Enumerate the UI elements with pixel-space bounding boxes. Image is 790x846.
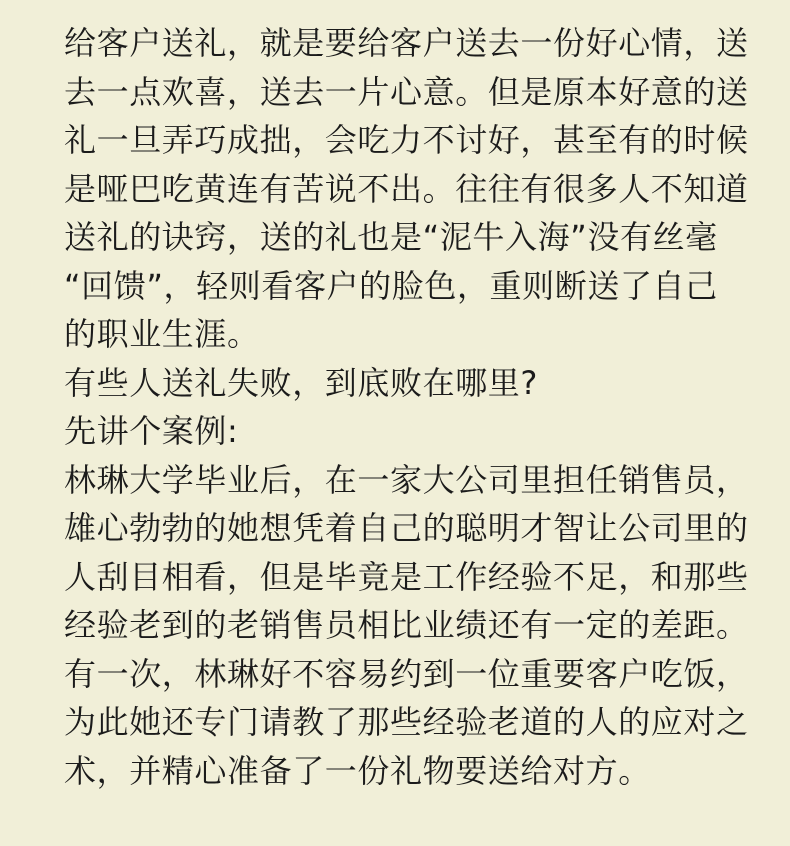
- text-line: 有些人送礼失败，到底败在哪里?: [64, 363, 538, 402]
- text-line: 人刮目相看，但是毕竟是工作经验不足，和那些: [64, 557, 749, 596]
- text-line: “回馈”，轻则看客户的脸色，重则断送了自己: [64, 266, 718, 305]
- text-line: 去一点欢喜，送去一片心意。但是原本好意的送: [64, 72, 749, 111]
- text-line: 术，并精心准备了一份礼物要送给对方。: [64, 751, 651, 790]
- text-line: 为此她还专门请教了那些经验老道的人的应对之: [64, 703, 749, 741]
- text-line: 林琳大学毕业后，在一家大公司里担任销售员，: [64, 460, 749, 499]
- text-line: 先讲个案例:: [64, 412, 239, 450]
- text-line: 送礼的诀窍，送的礼也是“泥牛入海”没有丝毫: [64, 218, 718, 256]
- text-line: 经验老到的老销售员相比业绩还有一定的差距。: [64, 606, 749, 644]
- text-line: 有一次，林琳好不容易约到一位重要客户吃饭，: [64, 654, 749, 693]
- text-line: 是哑巴吃黄连有苦说不出。往往有很多人不知道: [64, 169, 749, 208]
- text-line: 礼一旦弄巧成拙，会吃力不讨好，甚至有的时候: [64, 121, 749, 159]
- text-line: 雄心勃勃的她想凭着自己的聪明才智让公司里的: [64, 509, 749, 547]
- text-line: 给客户送礼，就是要给客户送去一份好心情，送: [64, 24, 749, 62]
- text-line: 的职业生涯。: [64, 315, 260, 353]
